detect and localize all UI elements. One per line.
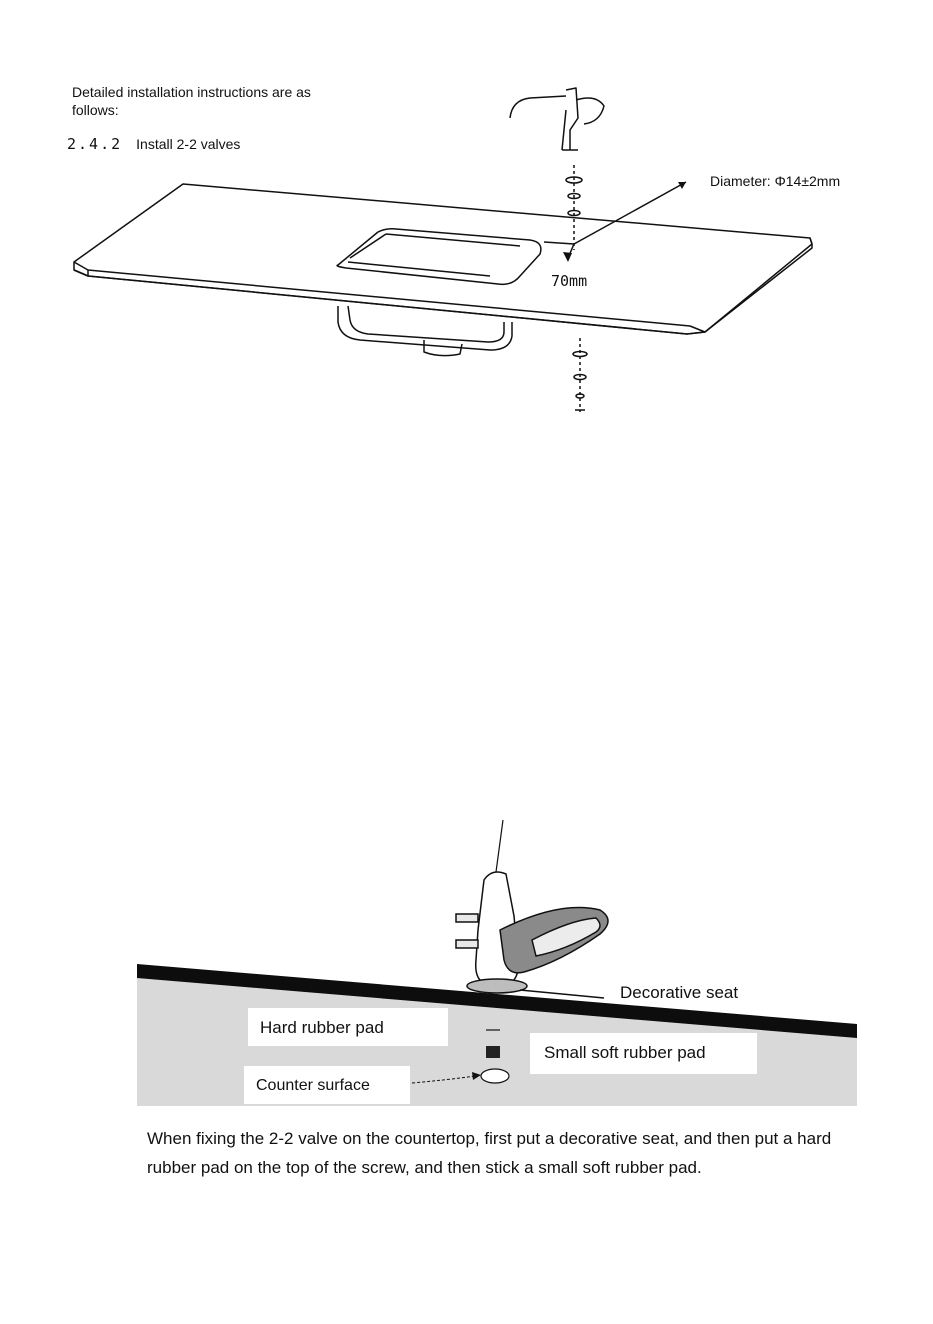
intro-text: Detailed installation instructions are as follows: xyxy=(72,84,311,118)
soft-rubber-pad-part xyxy=(481,1069,509,1083)
section-title: Install 2-2 valves xyxy=(136,136,241,152)
small-soft-rubber-pad-text: Small soft rubber pad xyxy=(544,1043,706,1062)
diameter-label: Diameter: Φ14±2mm xyxy=(710,173,841,189)
distance-label: 70mm xyxy=(551,272,588,290)
hard-rubber-pad-text: Hard rubber pad xyxy=(260,1018,384,1037)
section-number: 2.4.2 xyxy=(67,135,123,153)
instruction-paragraph: When fixing the 2-2 valve on the countertop, first put a decorative seat, and then put a hard rubber pad on the top of the screw, and then stick a small soft rubber pad. xyxy=(147,1129,832,1177)
hard-rubber-pad-part xyxy=(486,1046,500,1058)
small-soft-rubber-pad-label xyxy=(530,1033,757,1074)
valve-faucet xyxy=(456,820,608,998)
decorative-seat-label: Decorative seat xyxy=(620,983,739,1002)
counter-surface-text: Counter surface xyxy=(256,1077,370,1094)
counter-surface-label xyxy=(244,1066,410,1104)
hard-rubber-pad-label xyxy=(248,1008,448,1046)
